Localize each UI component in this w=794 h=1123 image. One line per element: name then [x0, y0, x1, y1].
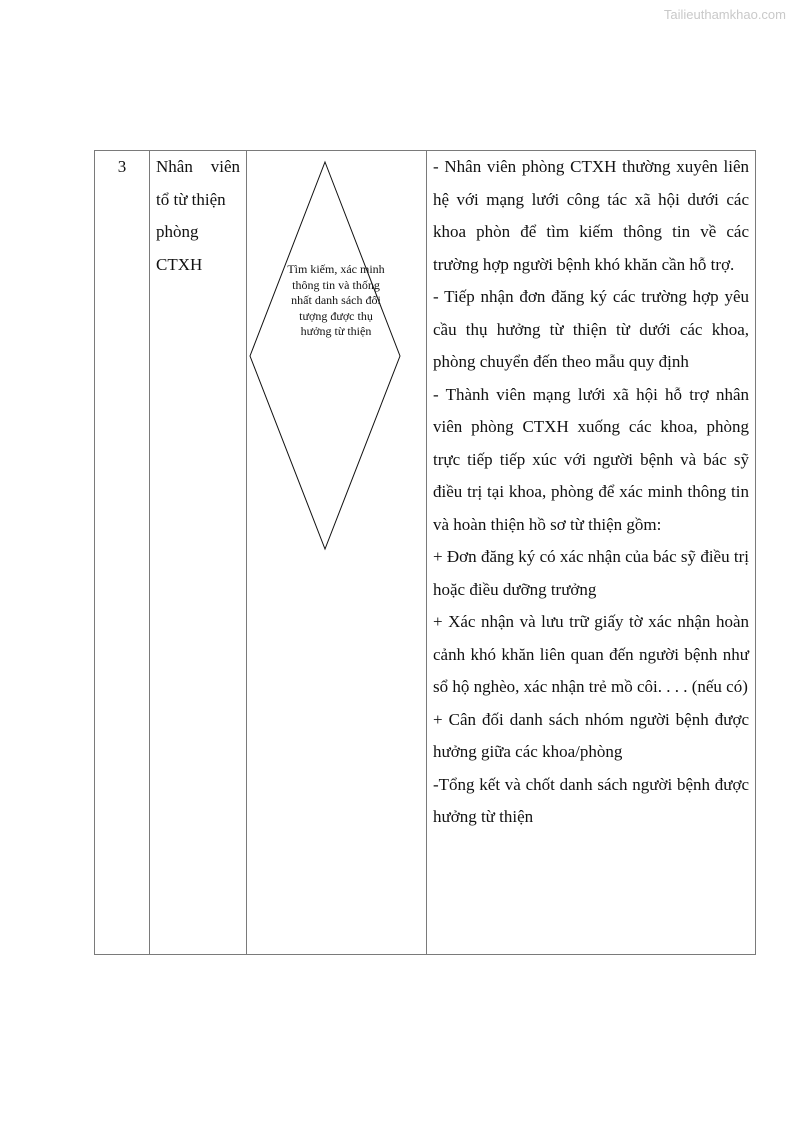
- actor-line: tổ từ thiện: [156, 189, 226, 209]
- description-paragraph: + Xác nhận và lưu trữ giấy tờ xác nhận hoàn cảnh khó khăn liên quan đến người bệnh như sổ hộ nghèo, xác nhận trẻ mồ côi. . . . (nếu có): [433, 612, 749, 696]
- description-paragraph: - Nhân viên phòng CTXH thường xuyên liên hệ với mạng lưới công tác xã hội dưới các khoa phòn để tìm kiếm thông tin về các trường hợp người bệnh khó khăn cần hỗ trợ.: [433, 157, 749, 274]
- description-cell: [426, 151, 757, 954]
- description-paragraph: - Tiếp nhận đơn đăng ký các trường hợp yêu cầu thụ hưởng từ thiện từ dưới các khoa, phòng chuyển đến theo mẫu quy định: [433, 287, 749, 371]
- step-number: 3: [117, 157, 127, 176]
- actor-line: CTXH: [156, 254, 203, 274]
- step-number-cell: [95, 151, 149, 954]
- description-paragraph: + Cân đối danh sách nhóm người bệnh được hưởng giữa các khoa/phòng: [433, 709, 749, 761]
- process-table: [94, 150, 756, 955]
- description-paragraph: - Thành viên mạng lưới xã hội hỗ trợ nhân viên phòng CTXH xuống các khoa, phòng trực tiếp tiếp xúc với người bệnh và bác sỹ điều trị tại khoa, phòng để xác minh thông tin và hoàn thiện hồ sơ từ thiện gồm:: [433, 384, 749, 534]
- diagram-cell: [246, 151, 426, 954]
- decision-diamond: [246, 151, 426, 561]
- decision-label: Tìm kiếm, xác minh thông tin và thống nhất danh sách đối tượng được thụ hưởng từ thiện: [287, 262, 385, 338]
- actor-line: phòng: [156, 222, 199, 241]
- watermark: Tailieuthamkhao.com: [663, 7, 786, 22]
- actor-line: Nhân viên: [156, 157, 240, 176]
- description-paragraph: + Đơn đăng ký có xác nhận của bác sỹ điều trị hoặc điều dưỡng trưởng: [433, 547, 749, 599]
- actor-cell: [149, 151, 246, 954]
- description-paragraph: -Tổng kết và chốt danh sách người bệnh được hưởng từ thiện: [433, 774, 749, 826]
